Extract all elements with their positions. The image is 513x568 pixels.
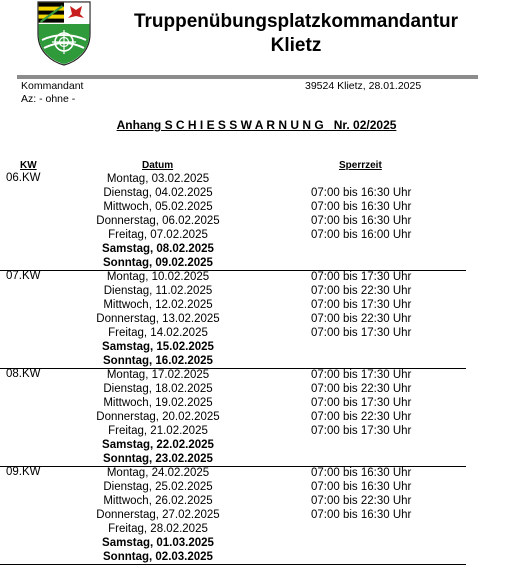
table-row: [0, 284, 466, 298]
closure-time: 07:00 bis 22:30 Uhr: [311, 411, 412, 423]
day-date: Mittwoch, 12.02.2025: [103, 299, 213, 311]
day-date: Montag, 24.02.2025: [106, 467, 210, 479]
table-row: [0, 424, 466, 438]
table-row: [0, 368, 466, 382]
day-date: Freitag, 28.02.2025: [108, 523, 208, 535]
closure-time: 07:00 bis 16:00 Uhr: [311, 229, 412, 241]
column-header-kw: KW: [20, 160, 37, 171]
week-block: [0, 172, 466, 271]
table-row: [0, 466, 466, 480]
day-date: Sonntag, 16.02.2025: [103, 355, 213, 367]
week-number: 07.KW: [6, 270, 41, 282]
day-date: Montag, 03.02.2025: [106, 173, 210, 185]
table-row: [0, 480, 466, 494]
table-row: [0, 172, 466, 186]
place-date: 39524 Klietz, 28.01.2025: [305, 80, 422, 92]
reference-number: Az: - ohne -: [21, 93, 76, 105]
day-date: Sonntag, 09.02.2025: [103, 257, 213, 269]
week-number: 06.KW: [6, 172, 41, 184]
column-header-sperrzeit: Sperrzeit: [339, 160, 382, 171]
table-row: [0, 298, 466, 312]
day-date: Donnerstag, 13.02.2025: [96, 313, 220, 325]
table-row: [0, 186, 466, 200]
day-date: Donnerstag, 06.02.2025: [96, 215, 220, 227]
table-row: [0, 508, 466, 522]
day-date: Dienstag, 04.02.2025: [103, 187, 213, 199]
closure-time: 07:00 bis 16:30 Uhr: [311, 215, 412, 227]
day-date: Donnerstag, 20.02.2025: [96, 411, 220, 423]
table-row: [0, 200, 466, 214]
closure-time: 07:00 bis 16:30 Uhr: [311, 509, 412, 521]
day-date: Freitag, 14.02.2025: [108, 327, 208, 339]
day-date: Samstag, 08.02.2025: [102, 243, 214, 255]
table-row: [0, 550, 466, 564]
coat-of-arms-icon: [36, 0, 92, 66]
closure-time: 07:00 bis 22:30 Uhr: [311, 313, 412, 325]
table-row: [0, 396, 466, 410]
day-date: Dienstag, 11.02.2025: [103, 285, 213, 297]
day-date: Montag, 17.02.2025: [106, 369, 210, 381]
day-date: Samstag, 22.02.2025: [102, 439, 214, 451]
table-row: [0, 354, 466, 368]
day-date: Samstag, 01.03.2025: [102, 537, 214, 549]
header-divider: [17, 75, 478, 79]
document-heading: Anhang S C H I E S S W A R N U N G Nr. 02/2025: [116, 118, 397, 132]
table-row: [0, 536, 466, 550]
day-date: Donnerstag, 27.02.2025: [96, 509, 220, 521]
day-date: Sonntag, 23.02.2025: [103, 453, 213, 465]
day-date: Mittwoch, 19.02.2025: [103, 397, 213, 409]
table-row: [0, 214, 466, 228]
table-row: [0, 326, 466, 340]
page-title: Truppenübungsplatzkommandantur: [133, 11, 459, 32]
week-number: 09.KW: [6, 466, 41, 478]
table-row: [0, 242, 466, 256]
closure-time: 07:00 bis 17:30 Uhr: [311, 327, 412, 339]
closure-time: 07:00 bis 17:30 Uhr: [311, 271, 412, 283]
table-row: [0, 312, 466, 326]
closure-time: 07:00 bis 17:30 Uhr: [311, 369, 412, 381]
closure-time: 07:00 bis 22:30 Uhr: [311, 285, 412, 297]
closure-time: 07:00 bis 16:30 Uhr: [311, 187, 412, 199]
table-row: [0, 340, 466, 354]
table-row: [0, 256, 466, 270]
table-row: [0, 228, 466, 242]
table-row: [0, 452, 466, 466]
column-header-datum: Datum: [142, 160, 174, 171]
table-row: [0, 522, 466, 536]
table-row: [0, 382, 466, 396]
closure-time: 07:00 bis 17:30 Uhr: [311, 425, 412, 437]
day-date: Dienstag, 18.02.2025: [103, 383, 213, 395]
table-row: [0, 410, 466, 424]
table-row: [0, 270, 466, 284]
day-date: Mittwoch, 05.02.2025: [103, 201, 213, 213]
week-block: [0, 270, 466, 369]
closure-time: 07:00 bis 16:30 Uhr: [311, 481, 412, 493]
week-block: [0, 368, 466, 467]
closure-time: 07:00 bis 16:30 Uhr: [311, 467, 412, 479]
closure-time: 07:00 bis 22:30 Uhr: [311, 383, 412, 395]
table-row: [0, 494, 466, 508]
day-date: Freitag, 07.02.2025: [108, 229, 208, 241]
week-number: 08.KW: [6, 368, 41, 380]
table-row: [0, 438, 466, 452]
day-date: Mittwoch, 26.02.2025: [103, 495, 213, 507]
day-date: Freitag, 21.02.2025: [108, 425, 208, 437]
closure-time: 07:00 bis 17:30 Uhr: [311, 299, 412, 311]
page-subtitle: Klietz: [270, 35, 322, 56]
week-block: [0, 466, 466, 565]
day-date: Samstag, 15.02.2025: [102, 341, 214, 353]
sender-role: Kommandant: [21, 80, 84, 92]
closure-time: 07:00 bis 17:30 Uhr: [311, 397, 412, 409]
closure-time: 07:00 bis 16:30 Uhr: [311, 201, 412, 213]
closure-time: 07:00 bis 22:30 Uhr: [311, 495, 412, 507]
day-date: Sonntag, 02.03.2025: [103, 551, 213, 563]
day-date: Dienstag, 25.02.2025: [103, 481, 213, 493]
day-date: Montag, 10.02.2025: [106, 271, 210, 283]
